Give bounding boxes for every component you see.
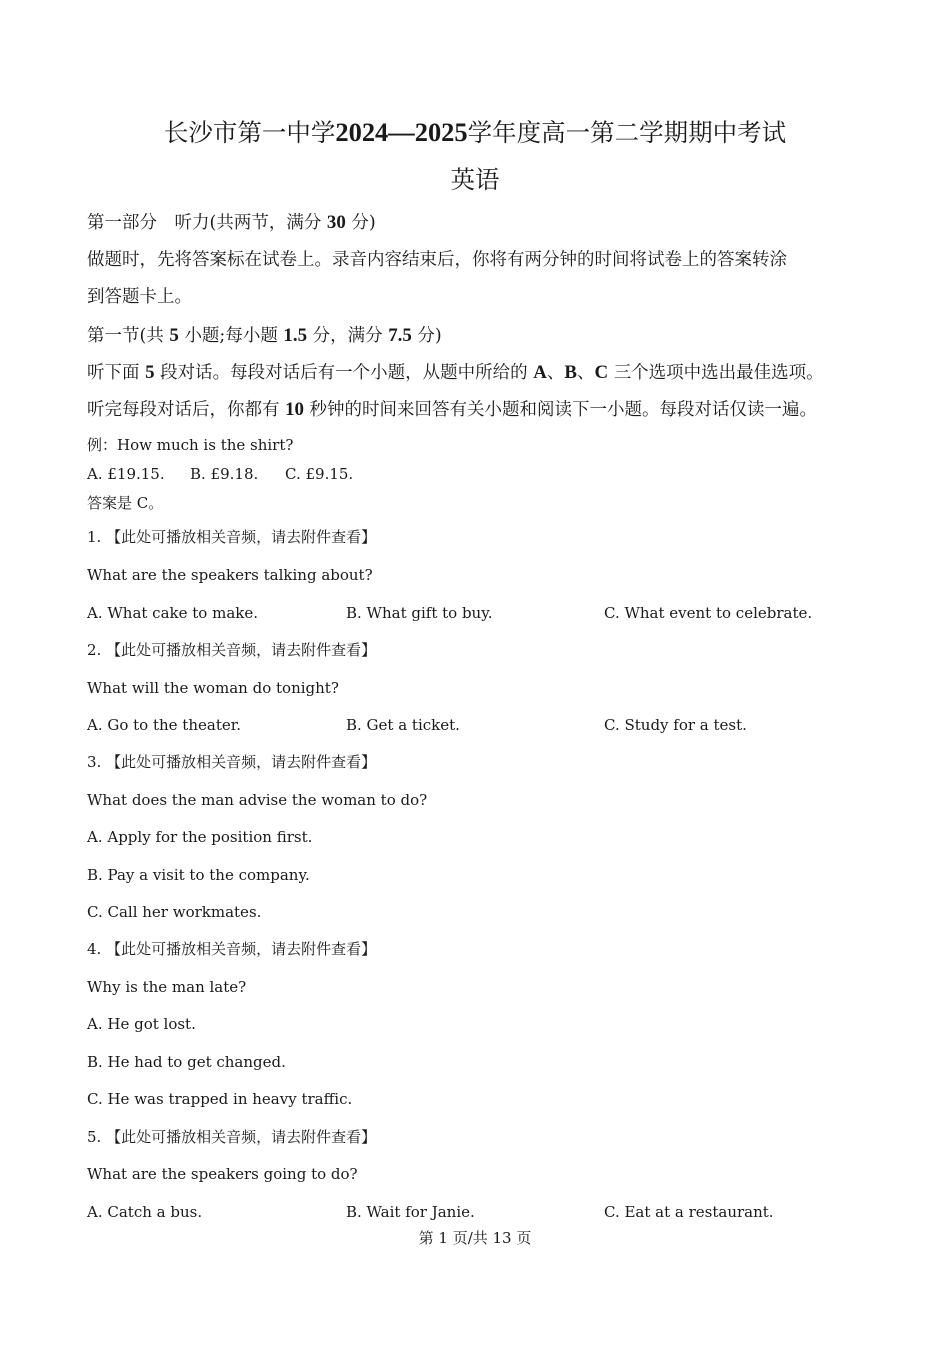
part1-instruction-line2: 到答题卡上。 [87, 287, 192, 307]
question-4-option-a: A. He got lost. [87, 1015, 196, 1033]
question-5-option-a: A. Catch a bus. [87, 1203, 203, 1221]
question-2-text: What will the woman do tonight? [87, 679, 339, 697]
question-4-option-c: C. He was trapped in heavy traffic. [87, 1090, 353, 1108]
question-1-text: What are the speakers talking about? [87, 566, 373, 584]
section1-direction-line2: 听完每段对话后，你都有 10 秒钟的时间来回答有关小题和阅读下一小题。每段对话仅读一遍。 [87, 399, 818, 420]
question-1-audio[interactable]: 1. 【此处可播放相关音频，请去附件查看】 [87, 528, 377, 546]
exam-title: 长沙市第一中学2024—2025学年度高一第二学期期中考试 [163, 117, 787, 147]
section1-direction-line1: 听下面 5 段对话。每段对话后有一个小题，从题中所给的 A、B、C 三个选项中选出最佳选项。 [87, 362, 824, 383]
subject-title: 英语 [450, 165, 500, 194]
question-3-option-c: C. Call her workmates. [87, 903, 262, 921]
question-3-option-b: B. Pay a visit to the company. [87, 866, 310, 884]
part1-heading: 第一部分 听力(共两节，满分 30 分) [87, 212, 376, 233]
question-5-option-b: B. Wait for Janie. [346, 1203, 475, 1221]
example-option-b: B. £9.18. [190, 465, 259, 483]
question-4-text: Why is the man late? [87, 978, 247, 996]
part1-instruction-line1: 做题时，先将答案标在试卷上。录音内容结束后，你将有两分钟的时间将试卷上的答案转涂 [87, 250, 787, 270]
question-4-option-b: B. He had to get changed. [87, 1053, 286, 1071]
question-5-audio[interactable]: 5. 【此处可播放相关音频，请去附件查看】 [87, 1128, 377, 1146]
example-question: 例：How much is the shirt? [87, 436, 294, 454]
example-answer: 答案是 C。 [87, 494, 164, 512]
question-1-option-b: B. What gift to buy. [346, 604, 493, 622]
question-2-option-a: A. Go to the theater. [87, 716, 242, 734]
question-2-option-b: B. Get a ticket. [346, 716, 460, 734]
example-option-a: A. £19.15. [87, 465, 165, 483]
question-2-option-c: C. Study for a test. [604, 716, 747, 734]
section1-heading: 第一节(共 5 小题;每小题 1.5 分，满分 7.5 分) [87, 325, 442, 346]
question-3-text: What does the man advise the woman to do? [87, 791, 428, 809]
question-1-option-c: C. What event to celebrate. [604, 604, 813, 622]
page-footer: 第 1 页/共 13 页 [418, 1229, 532, 1247]
question-4-audio[interactable]: 4. 【此处可播放相关音频，请去附件查看】 [87, 940, 377, 958]
question-2-audio[interactable]: 2. 【此处可播放相关音频，请去附件查看】 [87, 641, 377, 659]
question-3-option-a: A. Apply for the position first. [87, 828, 313, 846]
question-5-option-c: C. Eat at a restaurant. [604, 1203, 774, 1221]
example-option-c: C. £9.15. [285, 465, 354, 483]
question-1-option-a: A. What cake to make. [87, 604, 258, 622]
question-5-text: What are the speakers going to do? [87, 1165, 358, 1183]
question-3-audio[interactable]: 3. 【此处可播放相关音频，请去附件查看】 [87, 753, 377, 771]
